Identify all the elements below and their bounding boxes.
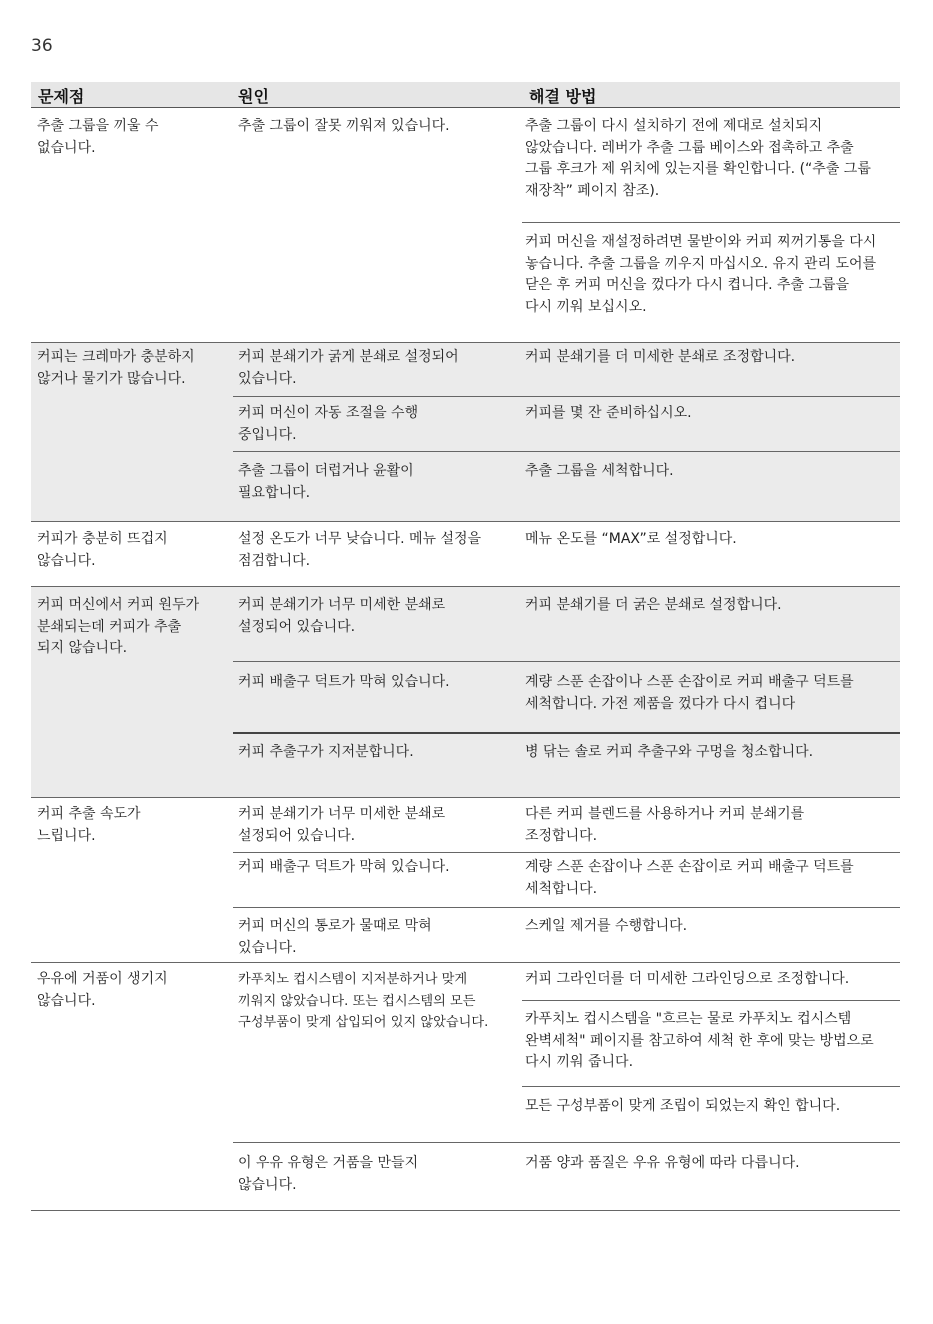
problem-cell: 커피가 충분히 뜨겁지 않습니다. [37,531,168,569]
page-number: 36 [31,36,53,56]
cause-cell: 추출 그룹이 더럽거나 윤활이 필요합니다. [238,463,414,501]
problem-cell: 커피는 크레마가 충분하지 않거나 물기가 많습니다. [37,349,195,387]
solution-cell: 커피 분쇄기를 더 미세한 분쇄로 조정합니다. [525,349,796,365]
solution-cell: 추출 그룹을 세척합니다. [525,463,674,479]
rule [522,1086,900,1087]
solution-cell: 메뉴 온도를 “MAX”로 설정합니다. [525,531,737,547]
rule [233,852,900,853]
solution-cell: 커피 분쇄기를 더 굵은 분쇄로 설정합니다. [525,597,782,613]
rule [31,1210,900,1211]
solution-cell: 모든 구성부품이 맞게 조립이 되었는지 확인 합니다. [525,1098,841,1114]
cause-cell: 추출 그룹이 잘못 끼워져 있습니다. [238,118,450,134]
header-solution: 해결 방법 [529,87,597,106]
problem-cell: 우유에 거품이 생기지 않습니다. [37,971,168,1009]
rule [31,586,900,587]
rule [522,1000,900,1001]
rule [233,907,900,908]
problem-cell: 추출 그룹을 끼울 수 없습니다. [37,118,159,156]
rule [31,962,900,963]
cause-cell: 커피 머신의 통로가 물때로 막혀 있습니다. [238,918,432,956]
rule [31,342,900,343]
solution-cell: 카푸치노 컵시스템을 "흐르는 물로 카푸치노 컵시스템 완벽세척" 페이지를 참고하여 세척 한 후에 맞는 방법으로 다시 끼워 줍니다. [525,1011,874,1070]
header-cause: 원인 [238,87,269,106]
rule [31,797,900,798]
table-header-bar [31,82,900,108]
header-problem: 문제점 [38,87,85,106]
solution-cell: 병 닦는 솔로 커피 추출구와 구멍을 청소합니다. [525,744,814,760]
rule [233,396,900,397]
solution-cell: 커피를 몇 잔 준비하십시오. [525,405,692,421]
cause-cell: 커피 추출구가 지저분합니다. [238,744,414,760]
problem-cell: 커피 머신에서 커피 원두가 분쇄되는데 커피가 추출 되지 않습니다. [37,597,200,656]
solution-cell: 거품 양과 품질은 우유 유형에 따라 다릅니다. [525,1155,800,1171]
rule [522,222,900,223]
cause-cell: 커피 분쇄기가 너무 미세한 분쇄로 설정되어 있습니다. [238,806,446,844]
rule [233,1142,900,1143]
solution-cell: 다른 커피 블렌드를 사용하거나 커피 분쇄기를 조정합니다. [525,806,805,844]
solution-cell: 계량 스푼 손잡이나 스푼 손잡이로 커피 배출구 덕트를 세척합니다. 가전 제품을 껐다가 다시 켭니다 [525,674,854,712]
cause-cell: 카푸치노 컵시스템이 지저분하거나 맞게 끼워지 않았습니다. 또는 컵시스템의 모든 구성부품이 맞게 삽입되어 있지 않았습니다. [238,972,489,1030]
cause-cell: 이 우유 유형은 거품을 만들지 않습니다. [238,1155,419,1193]
solution-cell: 스케일 제거를 수행합니다. [525,918,688,934]
cause-cell: 커피 분쇄기가 굵게 분쇄로 설정되어 있습니다. [238,349,459,387]
solution-cell: 계량 스푼 손잡이나 스푼 손잡이로 커피 배출구 덕트를 세척합니다. [525,859,854,897]
rule [233,732,900,734]
cause-cell: 설정 온도가 너무 낮습니다. 메뉴 설정을 점검합니다. [238,531,482,569]
rule [31,521,900,522]
cause-cell: 커피 배출구 덕트가 막혀 있습니다. [238,859,450,875]
solution-cell: 커피 그라인더를 더 미세한 그라인딩으로 조정합니다. [525,971,850,987]
cause-cell: 커피 배출구 덕트가 막혀 있습니다. [238,674,450,690]
cause-cell: 커피 머신이 자동 조절을 수행 중입니다. [238,405,419,443]
cause-cell: 커피 분쇄기가 너무 미세한 분쇄로 설정되어 있습니다. [238,597,446,635]
solution-cell: 추출 그룹이 다시 설치하기 전에 제대로 설치되지 않았습니다. 레버가 추출 그룹 베이스와 접촉하고 추출 그룹 후크가 제 위치에 있는지를 확인합니다. (“추출 그룹 재장착” 페이지 참조). [525,118,871,199]
rule [233,661,900,662]
solution-cell: 커피 머신을 재설정하려면 물받이와 커피 찌꺼기통을 다시 놓습니다. 추출 그룹을 끼우지 마십시오. 유지 관리 도어를 닫은 후 커피 머신을 껐다가 다시 켭니다. 추출 그룹을 다시 끼워 보십시오. [525,234,877,315]
problem-cell: 커피 추출 속도가 느립니다. [37,806,141,844]
rule [233,451,900,452]
